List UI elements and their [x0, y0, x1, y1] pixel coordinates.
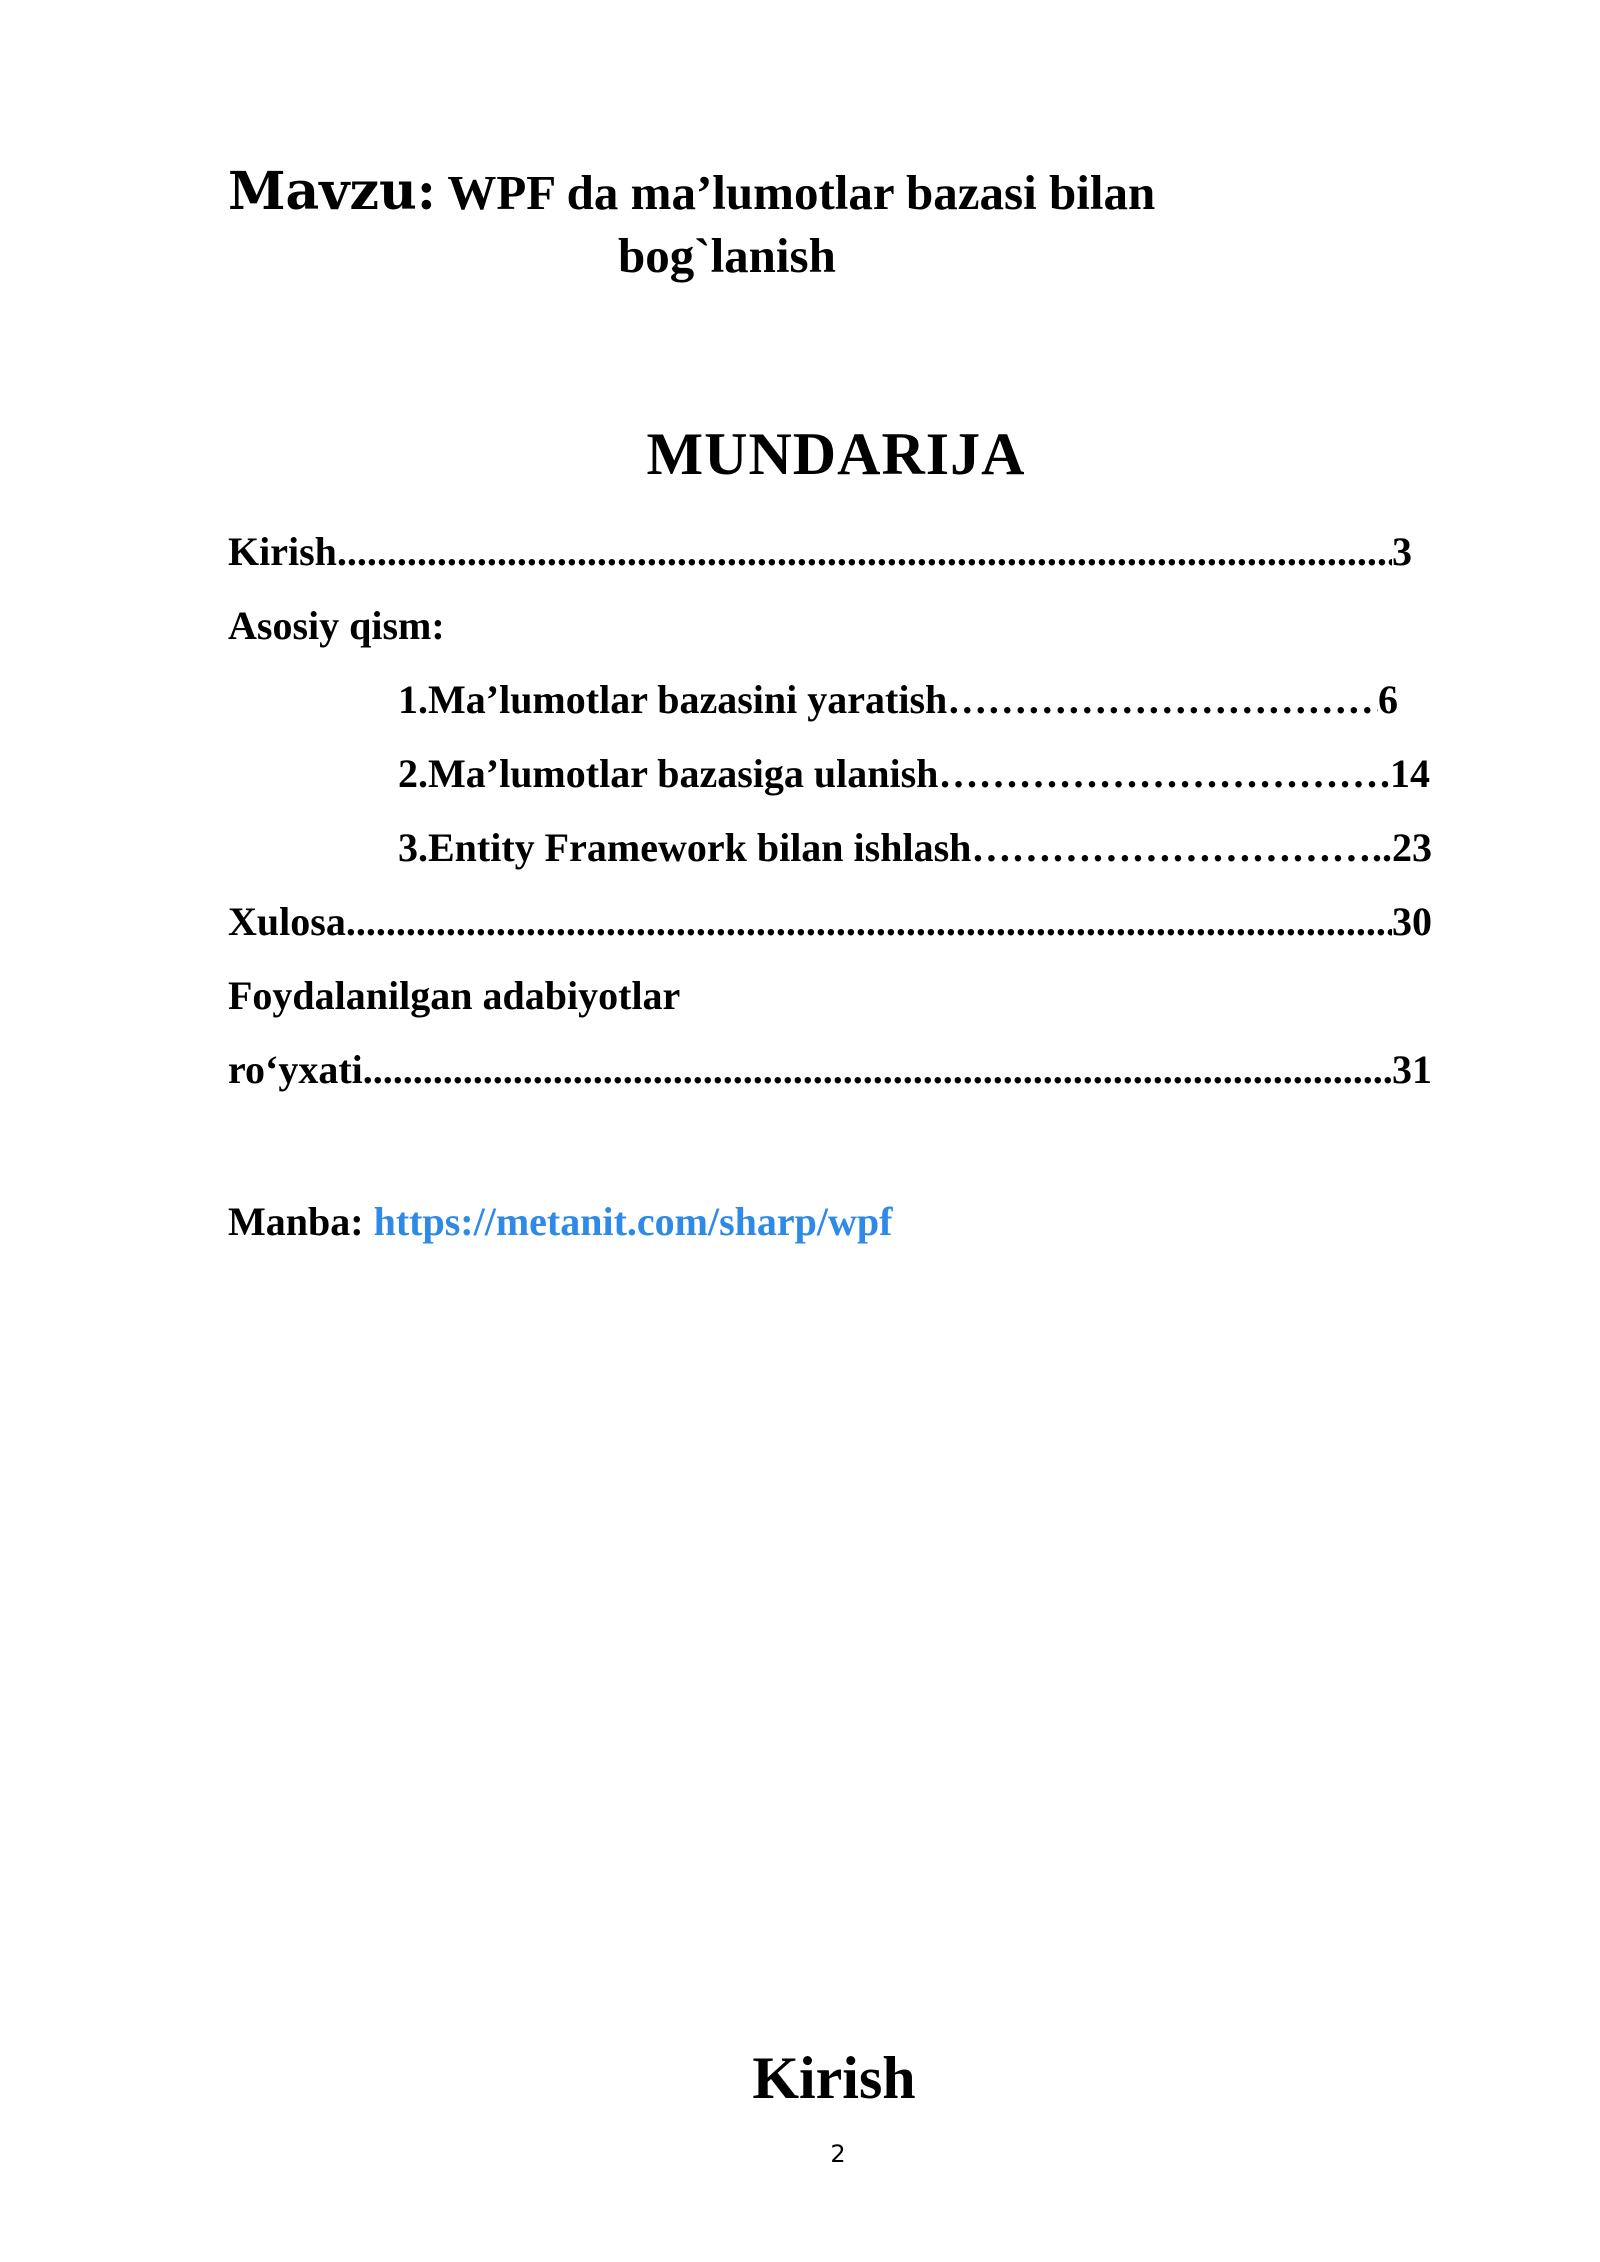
toc-dot-leader: [363, 1040, 1392, 1100]
page-number: 2: [830, 2140, 846, 2168]
toc-heading: MUNDARIJA: [646, 421, 1026, 487]
source-link[interactable]: https://metanit.com/sharp/wpf: [373, 1199, 893, 1244]
section-heading-kirish: Kirish: [752, 2045, 916, 2111]
toc-entry-page: 3: [1392, 529, 1412, 574]
toc-entry-page: 30: [1392, 899, 1432, 944]
toc-entry-page: ..23: [1372, 825, 1432, 870]
toc-entry-text: Ma’lumotlar bazasiga ulanish: [428, 751, 939, 796]
toc-entry-text: Entity Framework bilan ishlash: [428, 825, 972, 870]
toc-entry-xulosa[interactable]: [228, 892, 1432, 952]
topic-title-line-2: bog`lanish: [618, 228, 836, 283]
toc-entry-number: 3.: [398, 825, 428, 870]
toc-entry-kirish[interactable]: [228, 522, 1412, 582]
toc-entry-number: 2.: [398, 751, 428, 796]
toc-dot-leader: [971, 818, 1372, 878]
topic-label: Mavzu:: [228, 161, 436, 222]
topic-text: WPF da ma’lumotlar bazasi bilan: [447, 165, 1156, 220]
toc-dot-leader: [337, 522, 1392, 582]
toc-section-text: Asosiy qism:: [228, 603, 445, 648]
toc-entry-page: 6: [1378, 677, 1398, 722]
topic-title-line-1: [228, 160, 1358, 225]
toc-entry-3[interactable]: [398, 818, 1432, 878]
toc-entry-page: 31: [1392, 1047, 1432, 1092]
toc-entry-text: Foydalanilgan adabiyotlar: [228, 973, 681, 1018]
toc-dot-leader: [346, 892, 1392, 952]
toc-dot-leader: [938, 744, 1380, 804]
toc-entry-page: .14: [1380, 751, 1430, 796]
toc-entry-2[interactable]: [398, 744, 1430, 804]
toc-entry-number: 1.: [398, 677, 428, 722]
toc-entry-adabiyot-line-1[interactable]: [228, 966, 680, 1026]
toc-entry-adabiyot-line-2[interactable]: [228, 1040, 1432, 1100]
toc-section-asosiy: [228, 596, 445, 656]
toc-entry-text: Xulosa: [228, 899, 346, 944]
source-line: [228, 1192, 892, 1252]
source-label: Manba:: [228, 1199, 364, 1244]
toc-entry-1[interactable]: [398, 670, 1398, 730]
topic-title: [228, 160, 1358, 283]
toc-entry-text: Kirish: [228, 529, 337, 574]
toc-entry-text: ro‘yxati: [228, 1047, 363, 1092]
toc-entry-text: Ma’lumotlar bazasini yaratish: [428, 677, 948, 722]
toc-dot-leader: [947, 670, 1378, 730]
